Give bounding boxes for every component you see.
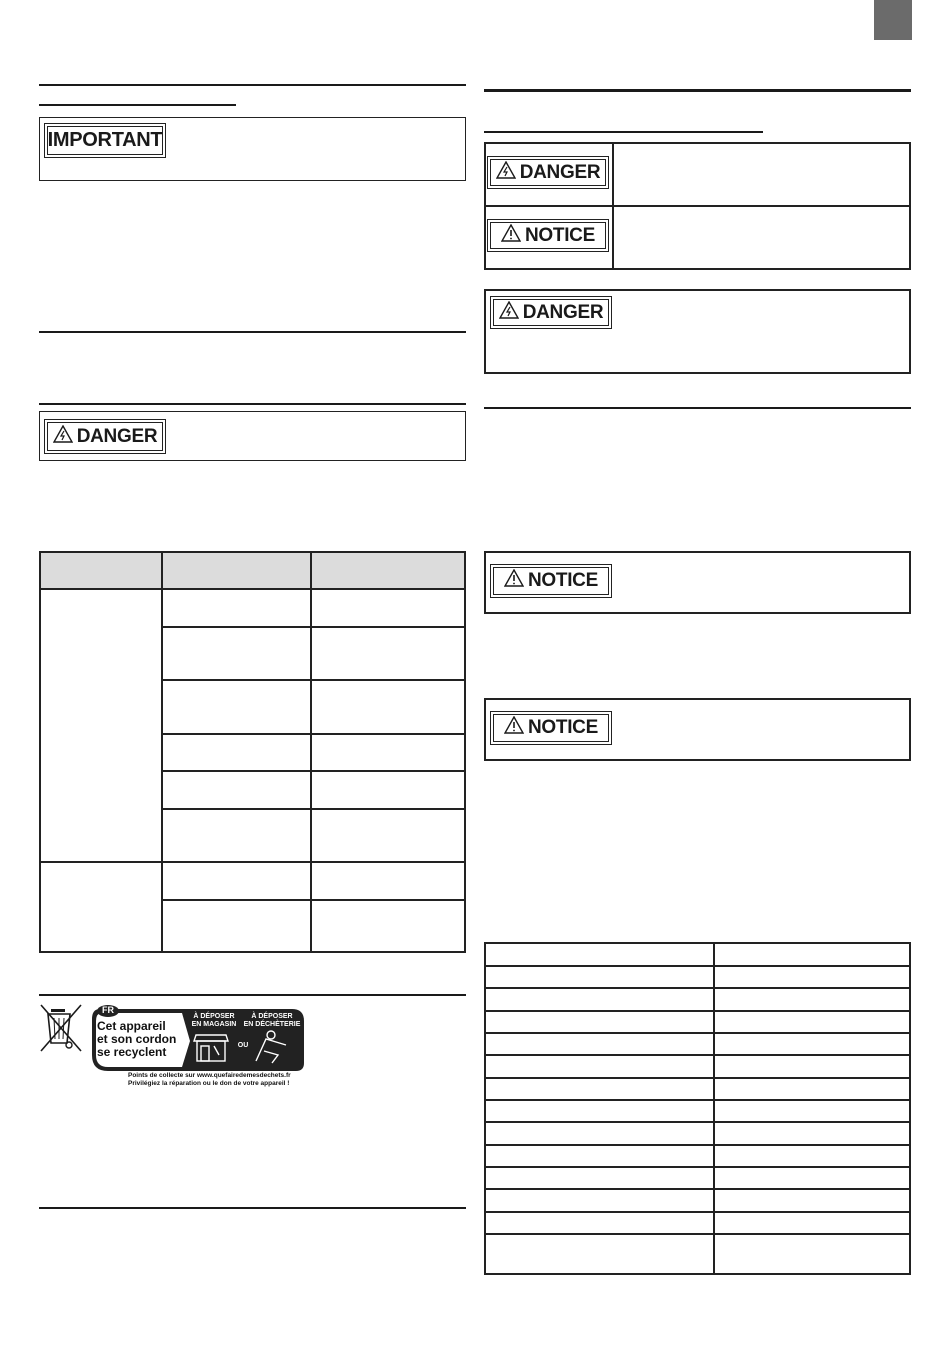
table-row: [486, 987, 909, 989]
notice-label: NOTICE: [490, 564, 612, 598]
table-header-cell: [39, 551, 161, 588]
section-rule: [39, 403, 466, 405]
table-row: [161, 899, 466, 901]
table-row: [486, 1233, 909, 1235]
danger-label: DANGER: [487, 156, 609, 189]
electric-warning-triangle-icon: [496, 161, 516, 185]
recycling-badge: FR: [102, 1005, 114, 1015]
table-row: [486, 965, 909, 967]
specification-table: [39, 551, 466, 953]
table-row: [161, 626, 466, 628]
table-row: [486, 1121, 909, 1123]
or-label: OU: [237, 1042, 249, 1049]
table-header-cell: [163, 551, 310, 588]
table-header-cell: [312, 551, 466, 588]
important-label: IMPORTANT: [44, 123, 166, 158]
crossed-out-wheelie-bin-icon: [39, 1003, 83, 1053]
danger-label: DANGER: [490, 296, 612, 329]
table-row: [486, 1032, 909, 1034]
section-rule: [39, 1207, 466, 1209]
table-row: [486, 1188, 909, 1190]
notice-label: NOTICE: [487, 219, 609, 252]
section-rule: [484, 89, 911, 92]
table-row: [486, 1054, 909, 1056]
warning-triangle-icon: [501, 224, 521, 248]
table-row: [161, 770, 466, 772]
table-row: [486, 1010, 909, 1012]
electric-warning-triangle-icon: [53, 425, 73, 449]
drop-in-store-label: À DÉPOSER EN MAGASIN: [191, 1013, 237, 1028]
section-rule: [39, 84, 466, 86]
warning-triangle-icon: [504, 569, 524, 593]
section-rule: [484, 407, 911, 409]
table-row: [161, 679, 466, 681]
recycling-footer-line1: Points de collecte sur www.quefairedemesdechets.fr: [128, 1072, 291, 1079]
notice-label: NOTICE: [490, 711, 612, 745]
warning-triangle-icon: [504, 716, 524, 740]
table-row: [486, 1099, 909, 1101]
page-tab: [874, 0, 912, 40]
section-rule: [39, 331, 466, 333]
subsection-underline: [484, 131, 763, 133]
technical-data-table: [484, 942, 911, 1275]
electric-warning-triangle-icon: [499, 301, 519, 325]
drop-at-dump-label: À DÉPOSER EN DÉCHÈTERIE: [243, 1013, 301, 1028]
danger-label: DANGER: [44, 419, 166, 454]
table-row: [486, 1211, 909, 1213]
section-rule: [39, 994, 466, 996]
table-row: [486, 1166, 909, 1168]
recycling-footer-line2: Privilégiez la réparation ou le don de votre appareil !: [128, 1080, 290, 1087]
table-row: [486, 1144, 909, 1146]
table-row: [39, 861, 466, 863]
table-row: [161, 808, 466, 810]
table-row: [161, 733, 466, 735]
recycling-message: Cet appareil et son cordon se recyclent: [97, 1019, 177, 1059]
subsection-underline: [39, 104, 236, 106]
legend-divider: [484, 205, 911, 207]
table-row: [486, 1077, 909, 1079]
